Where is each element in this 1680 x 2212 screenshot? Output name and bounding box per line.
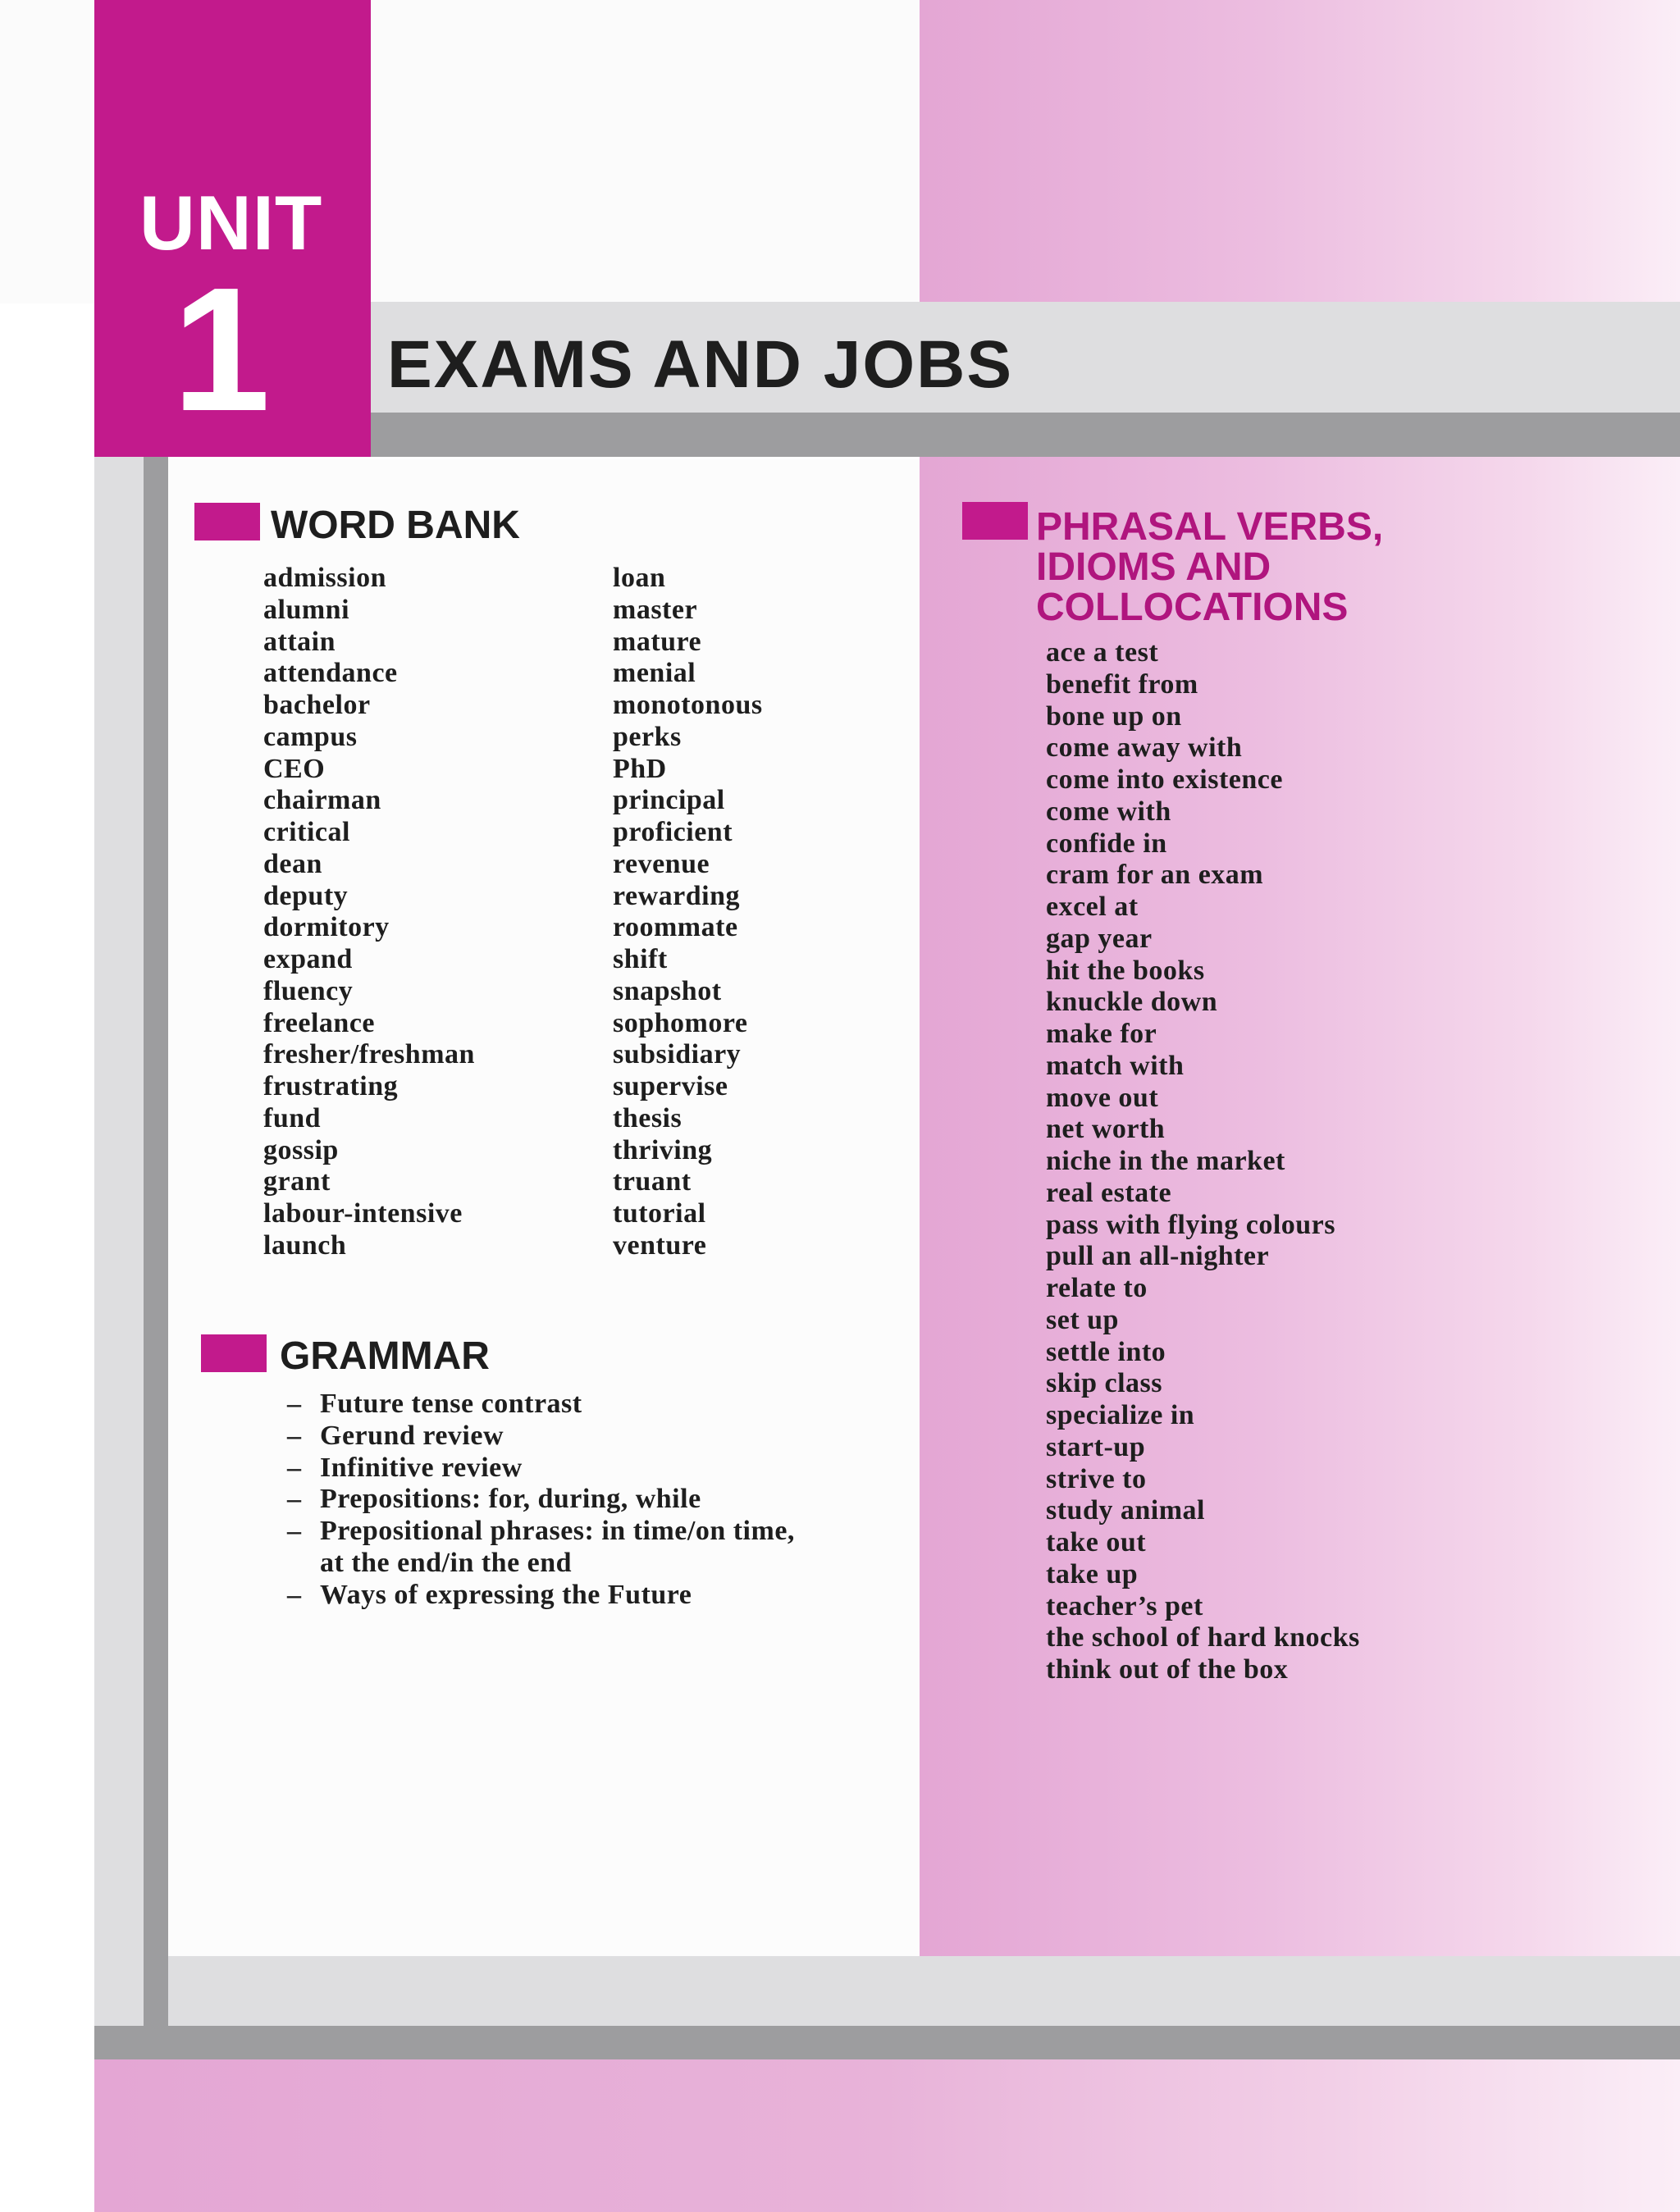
word-item: shift — [613, 944, 668, 974]
word-item: supervise — [613, 1071, 728, 1101]
phrasal-item: match with — [1046, 1050, 1185, 1081]
word-item: revenue — [613, 848, 710, 879]
bullet-dash: – — [287, 1516, 302, 1546]
phrasal-item: benefit from — [1046, 668, 1198, 700]
word-item: snapshot — [613, 975, 722, 1006]
phrasal-item: confide in — [1046, 828, 1167, 859]
bullet-dash: – — [287, 1579, 302, 1610]
page-title: EXAMS AND JOBS — [387, 327, 1014, 402]
phrasal-item: teacher’s pet — [1046, 1590, 1203, 1621]
phrasal-item: cram for an exam — [1046, 860, 1264, 891]
phrasal-item: start-up — [1046, 1431, 1146, 1462]
grammar-item: – Ways of expressing the Future — [287, 1579, 692, 1610]
phrasal-item: gap year — [1046, 923, 1153, 954]
phrasal-item: ace a test — [1046, 637, 1159, 668]
word-item: loan — [613, 563, 666, 593]
word-item: launch — [263, 1229, 347, 1261]
phrasal-item: net worth — [1046, 1114, 1166, 1145]
grammar-list — [287, 1389, 795, 1611]
phrasal-item: think out of the box — [1046, 1654, 1289, 1685]
phrasal-item: come away with — [1046, 732, 1243, 764]
word-item: freelance — [263, 1007, 376, 1038]
phrasal-item: knuckle down — [1046, 987, 1218, 1018]
phrasal-item: bone up on — [1046, 700, 1182, 732]
left-gray-bar — [94, 455, 144, 2041]
word-item: menial — [613, 658, 696, 689]
word-item: alumni — [263, 594, 350, 625]
grammar-item: – Prepositions: for, during, while — [287, 1484, 701, 1515]
phrasal-item: niche in the market — [1046, 1146, 1285, 1176]
word-item: subsidiary — [613, 1039, 742, 1070]
phrasal-item: relate to — [1046, 1273, 1148, 1303]
word-bank-column-2 — [613, 563, 763, 1262]
word-item: deputy — [263, 880, 349, 911]
grammar-marker — [201, 1334, 267, 1372]
unit-number: 1 — [172, 250, 271, 448]
word-item: venture — [613, 1229, 707, 1261]
left-dark-bar — [144, 455, 168, 2041]
phrasal-item: skip class — [1046, 1368, 1162, 1399]
word-item: fresher/freshman — [263, 1039, 475, 1070]
word-item: sophomore — [613, 1007, 748, 1038]
phrasal-item: specialize in — [1046, 1400, 1195, 1430]
phrasal-item: settle into — [1046, 1336, 1166, 1367]
phrasal-item: excel at — [1046, 892, 1139, 922]
word-item: attain — [263, 626, 336, 657]
word-item: thriving — [613, 1134, 713, 1165]
word-bank-column-1 — [263, 563, 475, 1262]
word-item: CEO — [263, 753, 326, 784]
word-item: labour-intensive — [263, 1198, 463, 1229]
phrasal-item: pull an all-nighter — [1046, 1241, 1270, 1272]
phrasal-heading: PHRASAL VERBS, IDIOMS AND COLLOCATIONS — [1036, 505, 1384, 629]
word-item: mature — [613, 626, 702, 657]
bullet-dash: – — [287, 1452, 302, 1483]
word-item: proficient — [613, 817, 733, 847]
phrasal-item: pass with flying colours — [1046, 1209, 1335, 1240]
word-item: chairman — [263, 785, 381, 816]
phrasal-item: take up — [1046, 1558, 1139, 1589]
bullet-dash: – — [287, 1484, 302, 1515]
word-item: campus — [263, 721, 358, 752]
word-item: bachelor — [263, 690, 371, 720]
word-item: attendance — [263, 658, 398, 689]
phrasal-item: real estate — [1046, 1177, 1172, 1208]
grammar-heading: GRAMMAR — [280, 1334, 490, 1378]
word-item: admission — [263, 563, 386, 593]
phrasal-item: study animal — [1046, 1495, 1205, 1526]
word-item: tutorial — [613, 1198, 706, 1229]
bullet-dash: – — [287, 1389, 302, 1419]
phrasal-item: take out — [1046, 1527, 1147, 1558]
phrasal-item: hit the books — [1046, 955, 1205, 986]
word-item: thesis — [613, 1102, 682, 1133]
grammar-item: – Prepositional phrases: in time/on time, — [287, 1516, 795, 1546]
phrasal-item: set up — [1046, 1304, 1119, 1335]
word-item: monotonous — [613, 690, 763, 720]
grammar-item: – Gerund review — [287, 1420, 504, 1451]
word-item: principal — [613, 785, 725, 816]
word-item: critical — [263, 817, 350, 847]
word-item: dean — [263, 848, 322, 879]
grammar-item-continuation: at the end/in the end — [320, 1547, 573, 1578]
phrasal-item: come with — [1046, 796, 1171, 827]
bottom-gray-bar — [168, 1956, 1680, 2026]
word-item: roommate — [613, 912, 738, 943]
phrasal-item: the school of hard knocks — [1046, 1622, 1360, 1653]
word-item: frustrating — [263, 1071, 399, 1101]
pink-bottom-band — [94, 2059, 1680, 2212]
title-underline-bar — [371, 413, 1680, 457]
bottom-dark-bar — [94, 2026, 1680, 2059]
word-item: truant — [613, 1166, 692, 1197]
phrasal-item: strive to — [1046, 1463, 1147, 1494]
word-item: fund — [263, 1102, 322, 1133]
word-item: grant — [263, 1166, 331, 1197]
phrasal-item: come into existence — [1046, 764, 1283, 795]
phrasal-item: make for — [1046, 1019, 1157, 1049]
phrasal-marker — [962, 502, 1028, 540]
word-item: gossip — [263, 1134, 339, 1165]
word-item: rewarding — [613, 880, 740, 911]
word-item: fluency — [263, 975, 354, 1006]
unit-label: UNIT — [139, 180, 323, 266]
word-bank-heading: WORD BANK — [271, 504, 520, 547]
word-bank-marker — [194, 503, 260, 540]
word-item: expand — [263, 944, 353, 974]
word-item: perks — [613, 721, 682, 752]
grammar-item: – Future tense contrast — [287, 1389, 582, 1419]
word-item: dormitory — [263, 912, 390, 943]
phrasal-item: move out — [1046, 1082, 1159, 1113]
bullet-dash: – — [287, 1420, 302, 1451]
phrasal-list — [1046, 637, 1360, 1686]
word-item: master — [613, 594, 698, 625]
grammar-item: – Infinitive review — [287, 1452, 523, 1483]
word-item: PhD — [613, 753, 667, 784]
